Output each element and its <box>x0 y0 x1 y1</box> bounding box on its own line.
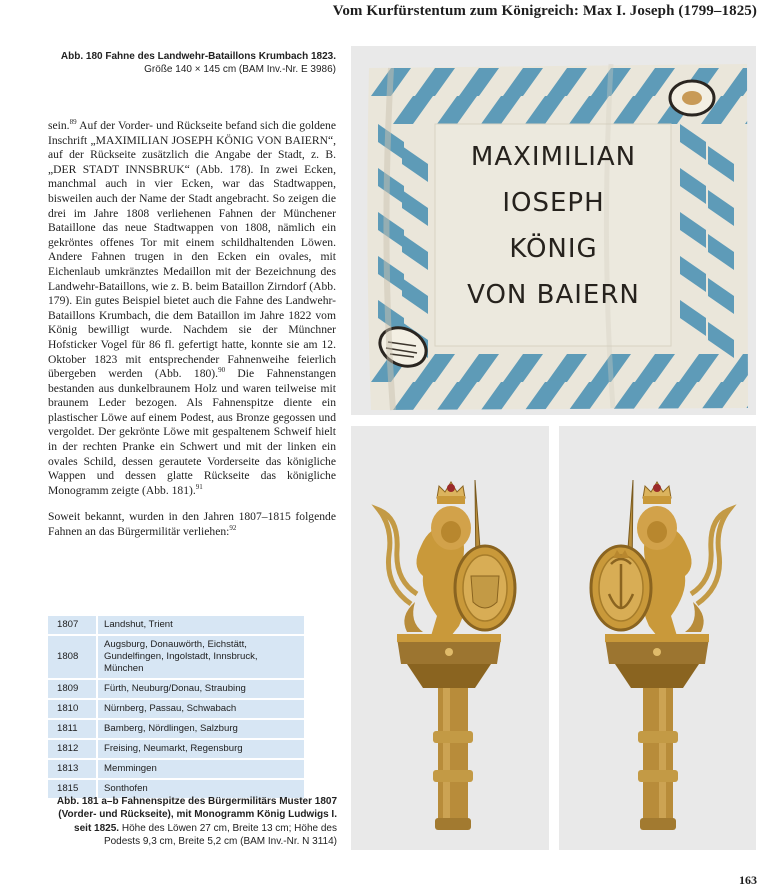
flag-award-table-body <box>48 616 304 799</box>
table-row <box>48 759 304 779</box>
body-text <box>48 119 336 540</box>
flag-corner-medallion-top-right <box>670 81 714 115</box>
table-row <box>48 635 304 679</box>
table-row <box>48 679 304 699</box>
table-cell-places: Sonthofen <box>97 779 304 799</box>
figure-180-flag-photo <box>351 46 756 415</box>
table-row <box>48 616 304 635</box>
table-cell-places: Memmingen <box>97 759 304 779</box>
flag-award-table <box>48 616 304 800</box>
figure-180-caption-details: Größe 140 × 145 cm (BAM Inv.-Nr. E 3986) <box>144 64 336 76</box>
figure-181-caption <box>48 795 337 848</box>
finial-front-illustration <box>351 426 549 850</box>
running-header: Vom Kurfürstentum zum Königreich: Max I. Joseph (1799–1825) <box>332 3 757 19</box>
flag-inscription-line-4: VON BAIERN <box>467 280 640 310</box>
table-cell-places: Fürth, Neuburg/Donau, Straubing <box>97 679 304 699</box>
table-row <box>48 739 304 759</box>
table-row <box>48 719 304 739</box>
table-cell-year: 1811 <box>48 719 97 739</box>
figure-181a-finial-photo <box>351 426 549 850</box>
table-cell-year: 1810 <box>48 699 97 719</box>
text-run: sein. <box>48 119 70 132</box>
table-cell-places: Nürnberg, Passau, Schwabach <box>97 699 304 719</box>
table-cell-places: Freising, Neumarkt, Regensburg <box>97 739 304 759</box>
flag-inscription-line-1: MAXIMILIAN <box>470 142 637 172</box>
figure-180-caption <box>40 50 336 77</box>
table-cell-year: 1815 <box>48 779 97 799</box>
table-cell-year: 1812 <box>48 739 97 759</box>
figure-181-caption-title: Abb. 181 a–b Fahnenspitze des Bürgermilitärs Muster 1807 (Vorder- und Rückseite), mit Monogramm König Ludwigs I. seit 1825. <box>56 796 337 834</box>
finial-back-illustration <box>559 426 756 850</box>
table-cell-places: Landshut, Trient <box>97 616 304 635</box>
figure-180-caption-title: Abb. 180 Fahne des Landwehr-Bataillons Krumbach 1823. <box>60 51 336 62</box>
text-run: Soweit bekannt, wurden in den Jahren 1807–1815 folgende Fahnen an das Bürgermilitär verliehen: <box>48 510 336 539</box>
footnote-ref-91: 91 <box>195 482 203 491</box>
flag-illustration <box>351 46 756 415</box>
table-cell-year: 1808 <box>48 635 97 679</box>
page-number: 163 <box>739 873 757 887</box>
table-row <box>48 699 304 719</box>
text-run: Auf der Vorder- und Rückseite befand sich die goldene Inschrift „MAXIMILIAN JOSEPH KÖNIG VON BAIERN“, auf der Rückseite zusätzlich die Angabe der Stadt, z. B. „DER STADT INNSBRUK“ (Abb. 178). In zwei Ecken, manchmal auch in vier Ecken, war das Stadtwappen, bisweilen auch der Name der Stadt angebracht. So zeigen die drei im Jahre 1808 verliehenen Fahnen der Münchener Bataillone das neue Stadtwappen von 1808, nämlich ein gekröntes offenes Tor mit einem schildhaltenden Löwen. Andere Fahnen trugen in den Ecken ein ovales, mit Eichenlaub umkränztes Medaillon mit der Bezeichnung des Landwehr-Bataillons, wie z. B. beim Bataillon Zirndorf (Abb. 179). Ein gutes Beispiel bietet auch die Fahne des Landwehr-Bataillons Krumbach, die dem Bataillon im Jahre 1822 vom König bewilligt wurde. Nachdem sie der Münchner Hofsticker Vogel für 86 fl. gefertigt hatte, konnte sie am 12. Oktober 1823 mit entsprechender Fahnenweihe feierlich übergeben werden (Abb. 180). <box>48 119 336 381</box>
footnote-ref-89: 89 <box>69 118 77 127</box>
table-cell-places: Augsburg, Donauwörth, Eichstätt, Gundelfingen, Ingolstadt, Innsbruck, München <box>97 635 304 679</box>
text-run: Die Fahnenstangen bestanden aus dunkelbraunem Holz und waren teilweise mit braunem Leder bezogen. Als Fahnenspitze diente ein plastischer Löwe auf einem Podest, aus Bronze gegossen und vergoldet. Der gekrönte Löwe mit gespaltenem Schweif hielt in der rechten Pranke ein Schwert und mit der linken ein ovales Schild, dessen gerautete Vorderseite das königliche Wappen und dessen glatte Rückseite das königliche Monogramm zeigte (Abb. 181). <box>48 367 337 497</box>
table-cell-year: 1813 <box>48 759 97 779</box>
figure-181b-finial-photo <box>559 426 756 850</box>
table-cell-year: 1809 <box>48 679 97 699</box>
body-paragraph-1 <box>48 119 336 498</box>
footnote-ref-92: 92 <box>229 524 237 533</box>
table-cell-year: 1807 <box>48 616 97 635</box>
flag-inscription-line-2: IOSEPH <box>502 188 605 218</box>
table-cell-places: Bamberg, Nördlingen, Salzburg <box>97 719 304 739</box>
body-paragraph-2 <box>48 510 336 539</box>
footnote-ref-90: 90 <box>218 366 226 375</box>
figure-181-caption-details: Höhe des Löwen 27 cm, Breite 13 cm; Höhe des Podests 9,3 cm, Breite 5,2 cm (BAM Inv.-Nr. N 3114) <box>103 822 337 847</box>
flag-inscription-line-3: KÖNIG <box>509 234 598 264</box>
